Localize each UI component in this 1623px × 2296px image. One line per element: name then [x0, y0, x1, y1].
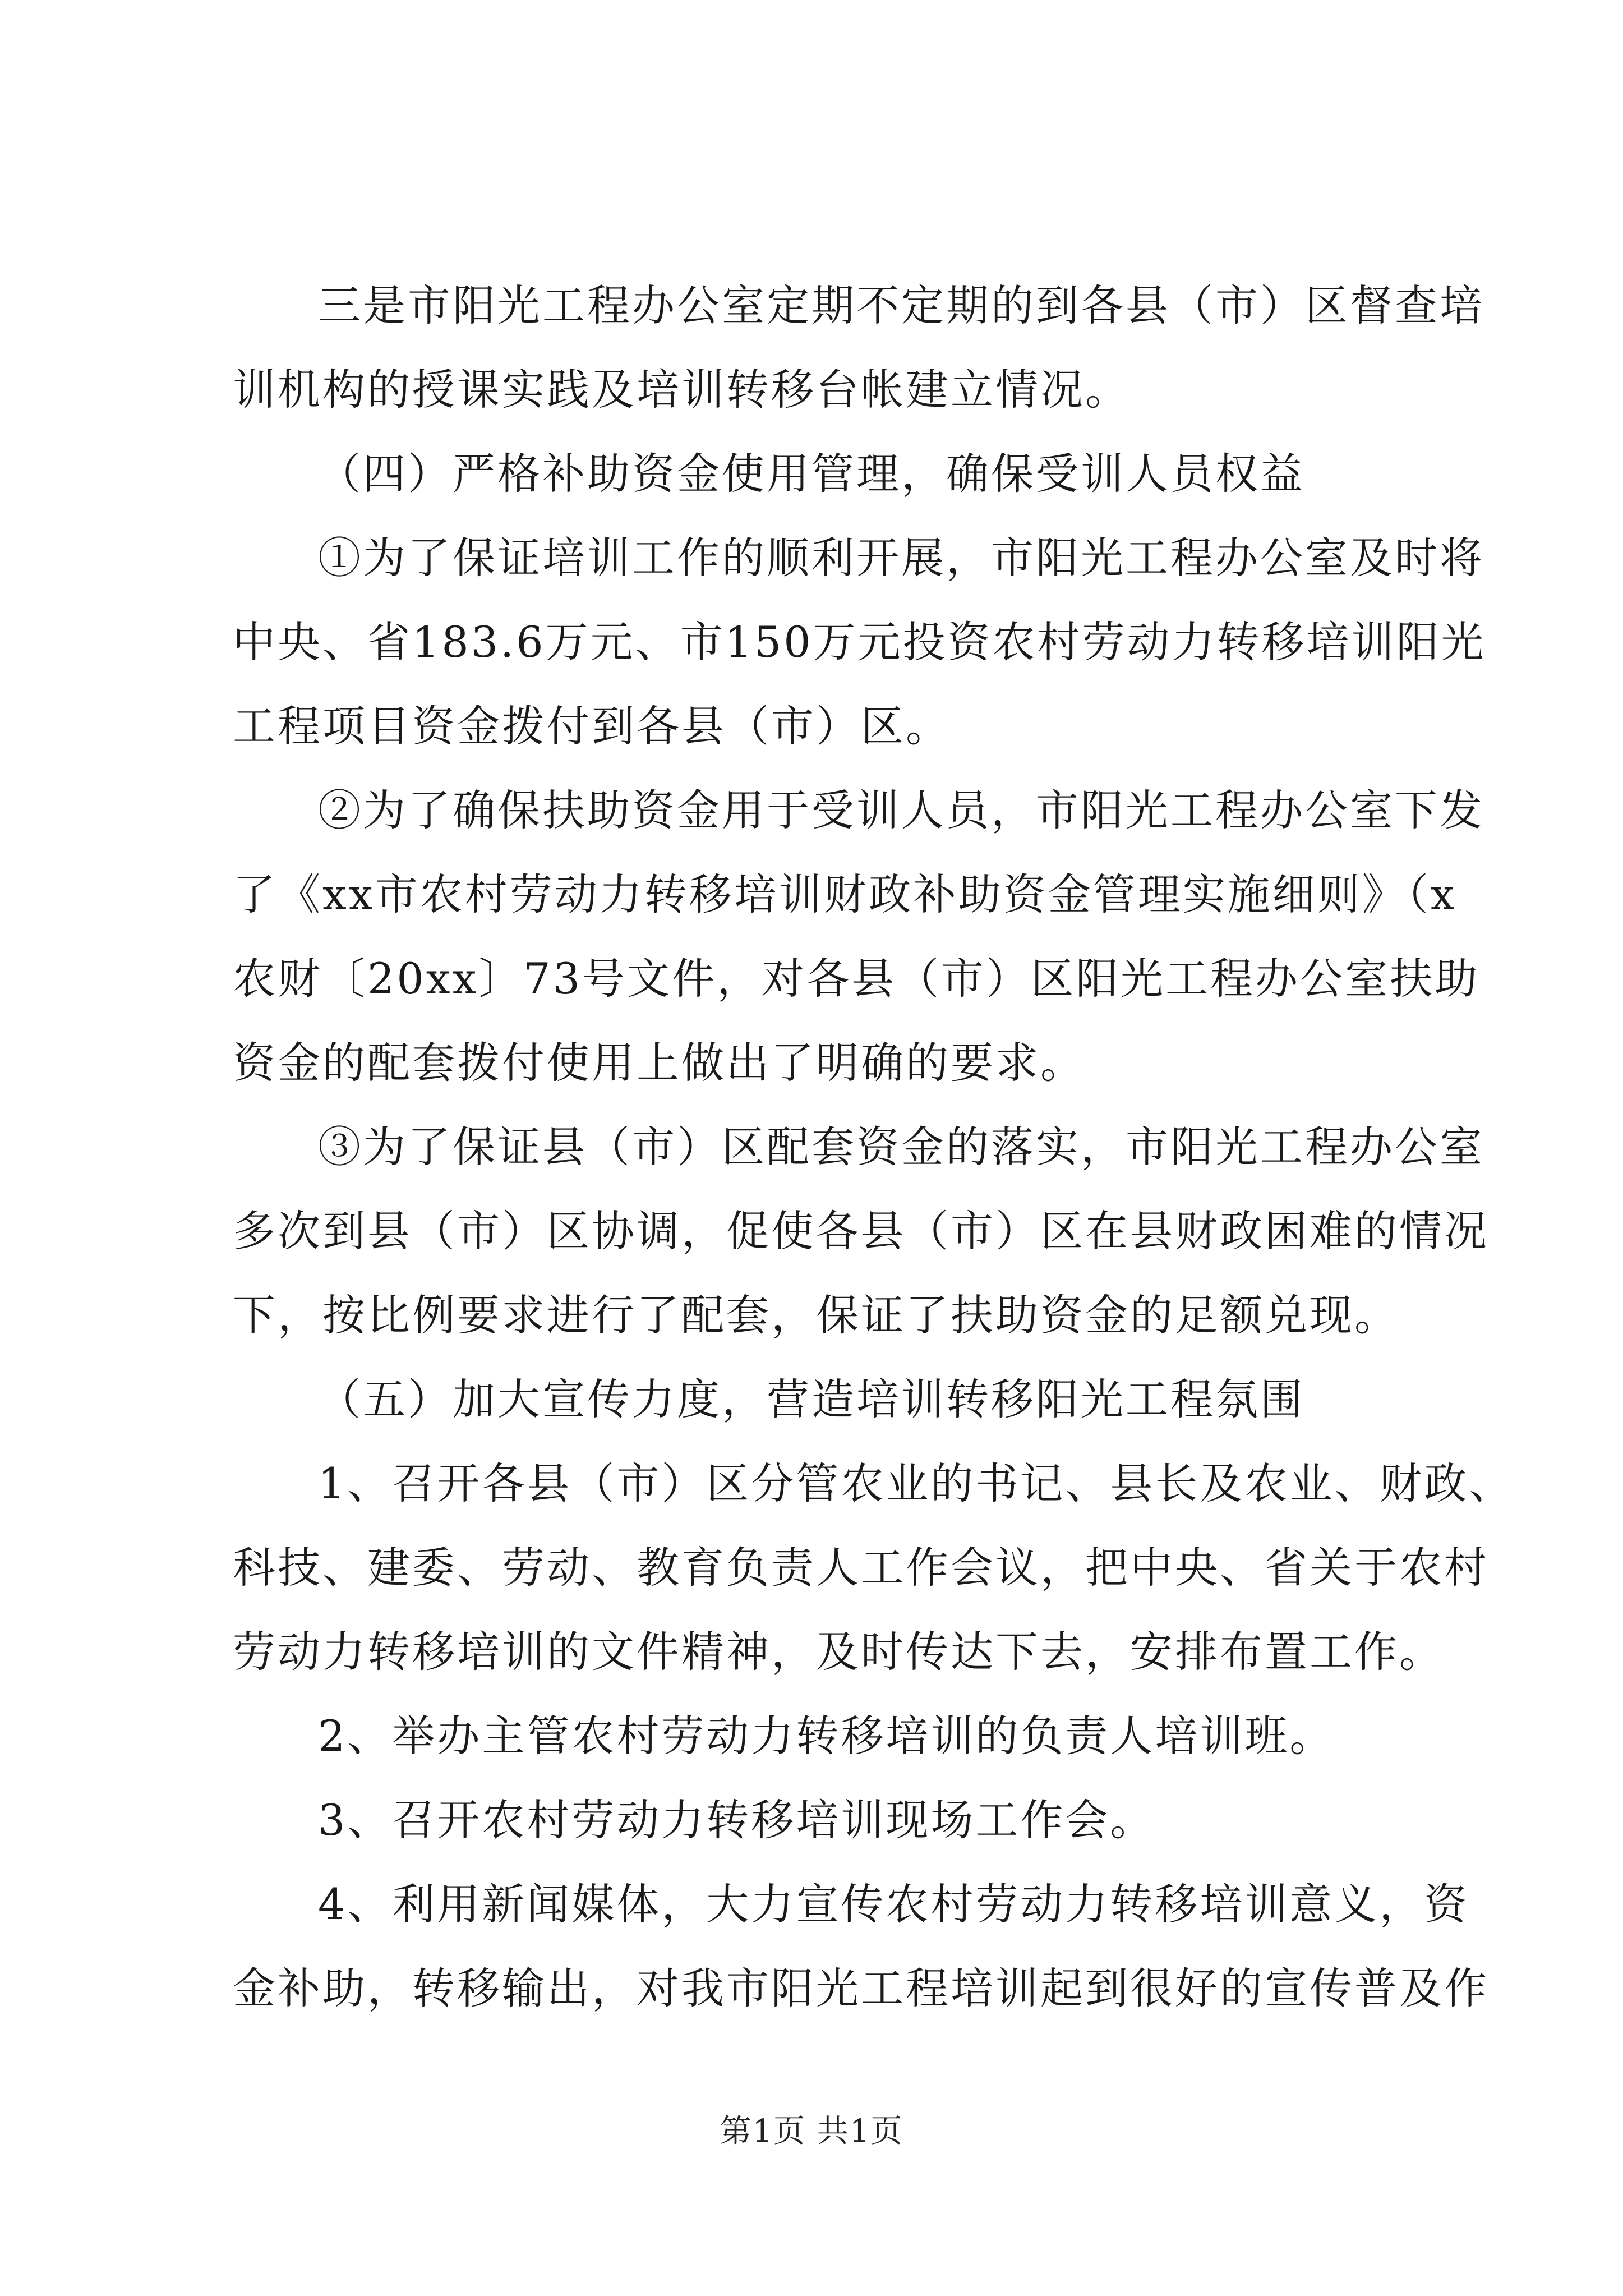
page-number-footer: 第1页 共1页	[720, 2113, 903, 2150]
section-heading: （四）严格补助资金使用管理，确保受训人员权益	[318, 449, 1305, 499]
paragraph-line: 科技、建委、劳动、教育负责人工作会议，把中央、省关于农村	[233, 1543, 1489, 1593]
paragraph-line: 3、召开农村劳动力转移培训现场工作会。	[318, 1795, 1155, 1845]
paragraph-line: 工程项目资金拨付到各县（市）区。	[233, 701, 951, 751]
paragraph-line: ①为了保证培训工作的顺利开展，市阳光工程办公室及时将	[318, 533, 1484, 583]
paragraph-line: ②为了确保扶助资金用于受训人员，市阳光工程办公室下发	[318, 785, 1484, 835]
document-body	[233, 264, 1514, 2031]
paragraph-line: 多次到县（市）区协调，促使各县（市）区在县财政困难的情况	[233, 1206, 1489, 1256]
paragraph-line: 1、召开各县（市）区分管农业的书记、县长及农业、财政、	[318, 1458, 1514, 1508]
paragraph-line: 农财〔20xx〕73号文件，对各县（市）区阳光工程办公室扶助	[233, 954, 1480, 1004]
paragraph-line: 金补助，转移输出，对我市阳光工程培训起到很好的宣传普及作	[233, 1963, 1489, 2013]
paragraph-line: 4、利用新闻媒体，大力宣传农村劳动力转移培训意义，资	[318, 1879, 1469, 1929]
paragraph-line: 资金的配套拨付使用上做出了明确的要求。	[233, 1038, 1085, 1088]
paragraph-line: 训机构的授课实践及培训转移台帐建立情况。	[233, 365, 1130, 415]
paragraph-line: 劳动力转移培训的文件精神，及时传达下去，安排布置工作。	[233, 1627, 1444, 1677]
section-heading: （五）加大宣传力度，营造培训转移阳光工程氛围	[318, 1374, 1305, 1424]
paragraph-line: ③为了保证县（市）区配套资金的落实，市阳光工程办公室	[318, 1122, 1484, 1172]
paragraph-line: 2、举办主管农村劳动力转移培训的负责人培训班。	[318, 1711, 1335, 1761]
paragraph-line: 中央、省183.6万元、市150万元投资农村劳动力转移培训阳光	[233, 617, 1486, 667]
paragraph-line: 了《xx市农村劳动力转移培训财政补助资金管理实施细则》（x	[233, 869, 1457, 919]
paragraph-line: 下，按比例要求进行了配套，保证了扶助资金的足额兑现。	[233, 1290, 1399, 1340]
paragraph-line: 三是市阳光工程办公室定期不定期的到各县（市）区督查培	[318, 280, 1484, 330]
